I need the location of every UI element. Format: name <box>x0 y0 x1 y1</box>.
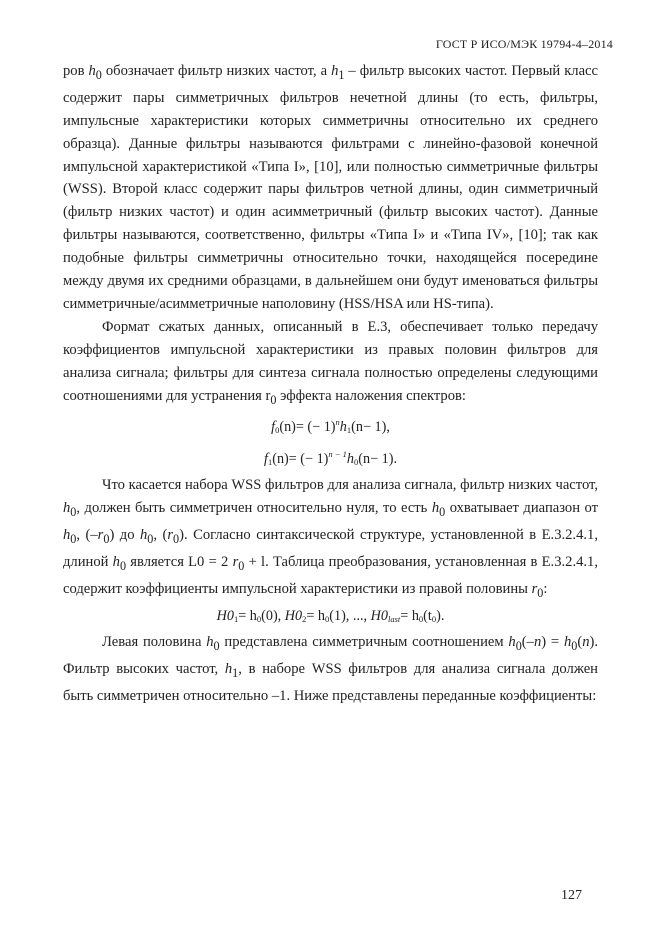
paragraph-wss-lowpass: Что касается набора WSS фильтров для анализа сигнала, фильтр низких частот, $h_0$, должен быть симметричен относительно нуля, то есть $h_0$ охватывает диапазон от $h_0$, $(-r_0)$ до $h_0$, $(r_0)$. Согласно синтаксической структуре, установленной в E.3.2.4.1, длиной $h_0$ является L0 = 2 $r_0 + l$. Таблица преобразования, установленная в E.3.2.4.1, содержит коэффициенты импульсной характеристики из правой половины $r_0$: <box>63 477 598 600</box>
formula-coefficients: $H0_1= h_0(0)$, $H0_2= h_0(1)$, ..., $H0_{last}= h_0(t_0)$. <box>216 607 445 624</box>
formula-synthesis-f1: $f_1(n)=$ (− $1)^{n - 1}h_0(n- 1)$. <box>264 448 397 467</box>
page-number: 127 <box>561 888 582 903</box>
paragraph-left-half: Левая половина $h_0$ представлена симметричным соотношением $h_0(-n) = h_0(n)$. Фильтр высоких частот, $h_1$, в наборе WSS фильтров для анализа сигнала должен быть симметричен относительно –1. Ниже представлены переданные коэффициенты: <box>63 634 599 704</box>
paragraph-compressed-format: Формат сжатых данных, описанный в E.3, обеспечивает только передачу коэффициентов импульсной характеристики из правых половин фильтров для анализа сигнала; фильтры для синтеза сигнала полностью определены следующими соотношениями для устранения $r_0$ эффекта наложения спектров: <box>63 318 598 407</box>
document-header: ГОСТ Р ИСО/МЭК 19794-4–2014 <box>435 37 613 51</box>
document-body <box>63 60 598 708</box>
formula-synthesis-f0: $f_0(n)=$ (− $1)^nh_1(n- 1)$, <box>271 417 390 436</box>
paragraph-filters: ров $h_0$ обозначает фильтр низких частот, а $h_1$ – фильтр высоких частот. Первый класс содержит пары симметричных фильтров нечетной длины (то есть, фильтры, импульсные характеристики которых симметричны относительно их среднего образца). Данные фильтры называются фильтрами с линейно-фазовой конечной импульсной характеристикой «Типа I», [10], или полностью симметричные фильтры (WSS). Второй класс содержит пары фильтров четной длины, один симметричный (фильтр низких частот) и один асимметричный (фильтр высоких частот). Данные фильтры называются, соответственно, фильтры «Типа I» и «Типа IV», [10]; так как подобные фильтры симметричны относительно точки, находящейся посередине между двумя их средними образцами, в дальнейшем они будут именоваться фильтры симметричные/асимметричные наполовину (HSS/HSA или HS-типа). <box>63 63 598 312</box>
